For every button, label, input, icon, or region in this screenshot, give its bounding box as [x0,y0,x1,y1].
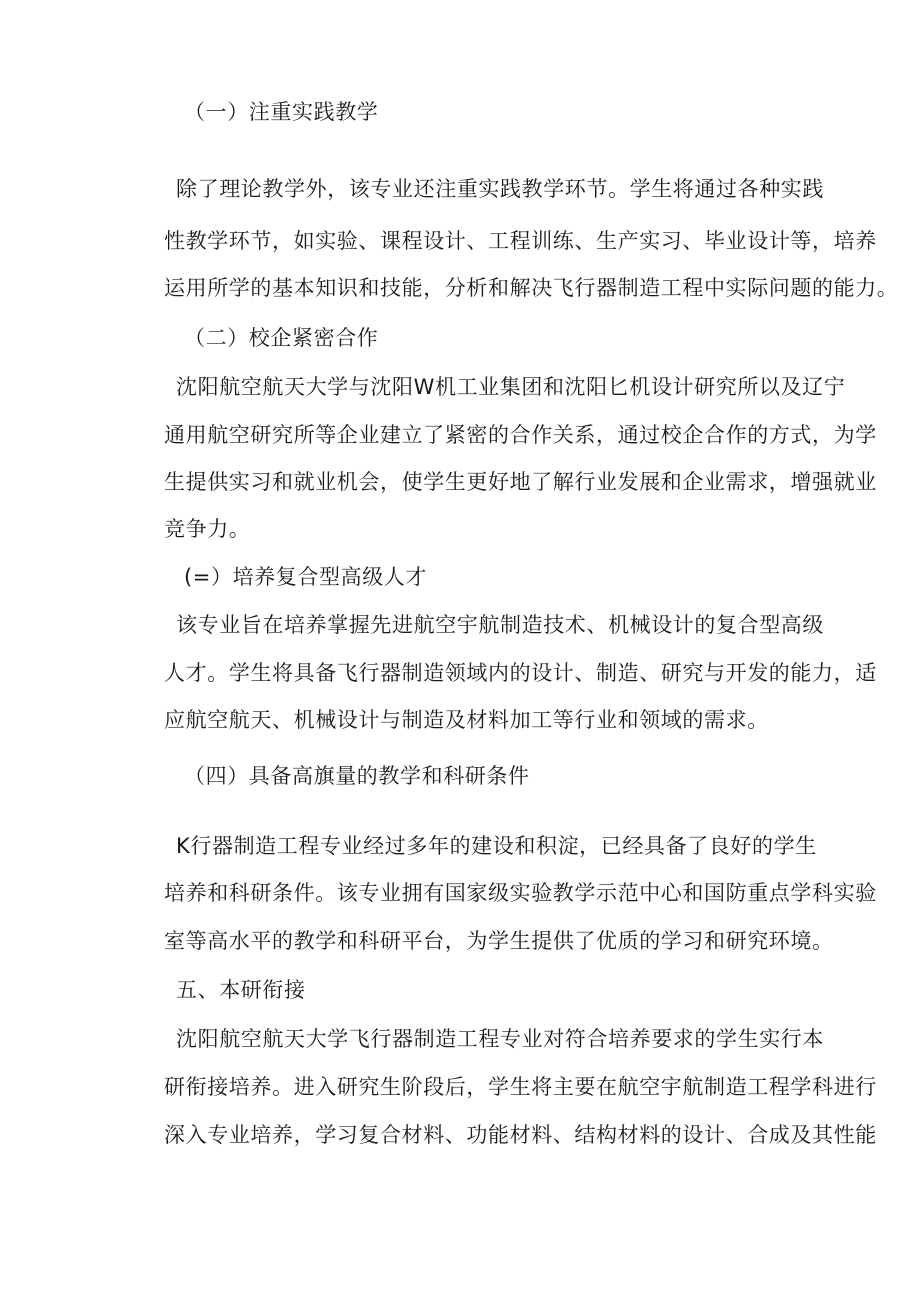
section-heading-conditions: （四）具备高旗量的教学和科研条件 [184,764,530,788]
paragraph-line: 生提供实习和就业机会，使学生更好地了解行业发展和企业需求，增强就业 [164,470,877,494]
paragraph-line: 竞争力。 [164,517,251,541]
paragraph-line: 人才。学生将具备飞行器制造领域内的设计、制造、研究与开发的能力，适 [164,661,877,685]
paragraph-line: 沈阳航空航天大学与沈阳W机工业集团和沈阳匕机设计研究所以及辽宁 [176,375,846,399]
paragraph-line: 该专业旨在培养掌握先进航空宇航制造技术、机械设计的复合型高级 [176,613,824,637]
paragraph-line: 深入专业培养，学习复合材料、功能材料、结构材料的设计、合成及其性能 [164,1123,877,1147]
section-heading-bachelor-master: 五、本研衔接 [176,978,306,1002]
paragraph-line: 室等高水平的教学和科研平台，为学生提供了优质的学习和研究环境。 [164,929,834,953]
paragraph-line: 培养和科研条件。该专业拥有国家级实验教学示范中心和国防重点学科实验 [164,881,877,905]
paragraph-line: 通用航空研究所等企业建立了紧密的合作关系，通过校企合作的方式，为学 [164,423,877,447]
paragraph-line: 性教学环节，如实验、课程设计、工程训练、生产实习、毕业设计等，培养 [164,229,877,253]
section-heading-practice: （一）注重实践教学 [184,100,379,124]
paragraph-line: K行器制造工程专业经过多年的建设和积淀，已经具备了良好的学生 [176,834,817,858]
paragraph-line: 运用所学的基本知识和技能，分析和解决飞行器制造工程中实际问题的能力。 [164,276,899,300]
section-heading-talent: (=）培养复合型高级人才 [184,565,427,589]
section-heading-cooperation: （二）校企紧密合作 [184,326,379,350]
paragraph-line: 除了理论教学外，该专业还注重实践教学环节。学生将通过各种实践 [176,177,824,201]
paragraph-line: 应航空航天、机械设计与制造及材料加工等行业和领域的需求。 [164,708,769,732]
paragraph-line: 沈阳航空航天大学飞行器制造工程专业对符合培养要求的学生实行本 [176,1027,824,1051]
paragraph-line: 研衔接培养。进入研究生阶段后，学生将主要在航空宇航制造工程学科进行 [164,1075,877,1099]
